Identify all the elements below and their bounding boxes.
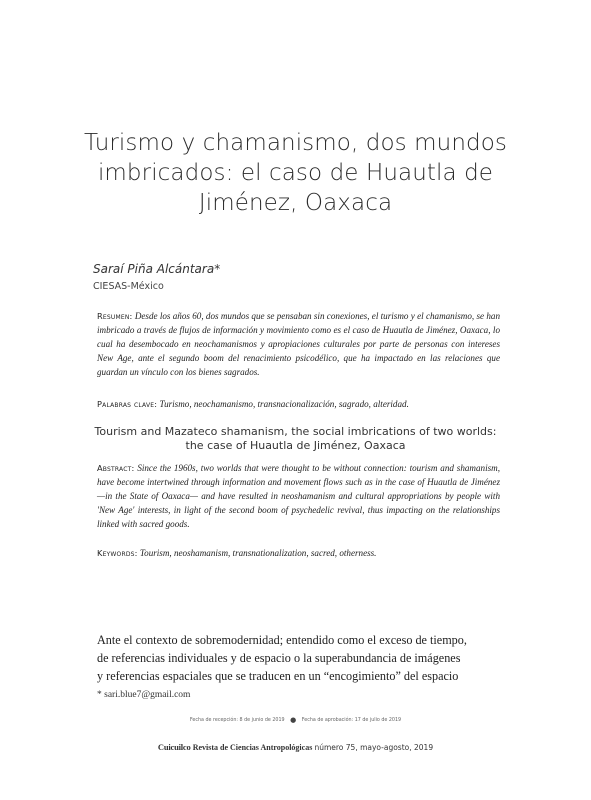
keywords-paragraph [97, 546, 500, 560]
abstract-paragraph [97, 461, 500, 531]
journal-name: Cuicuilco [157, 742, 191, 752]
abstract-label: Abstract: [97, 463, 135, 473]
publication-dates [0, 716, 591, 724]
title-line: Turismo y chamanismo, dos mundos [84, 130, 507, 156]
approved-date: Fecha de aprobación: 17 de julio de 2019 [301, 718, 402, 723]
author-email-footnote: * sari.blue7@gmail.com [97, 690, 191, 700]
resumen-text: Desde los años 60, dos mundos que se pensaban sin conexiones, el turismo y el chamanismo, se han imbricado a través de flujos de información y movimiento como es el caso de Huautla de Jiménez, Oaxaca, lo cual ha desembocado en neochamanismos y apropiaciones culturales por parte de personas con intereses New Age, ante el segundo boom del renacimiento psicodélico, que ha impactado en las relaciones que guardan un vínculo con los bienes sagrados. [97, 311, 501, 377]
title-line: Jiménez, Oaxaca [198, 190, 393, 216]
body-line: Ante el contexto de sobremodernidad; entendido como el exceso de tiempo, [97, 633, 467, 647]
english-title-line: the case of Huautla de Jiménez, Oaxaca [185, 439, 406, 452]
journal-subtitle: Revista de Ciencias Antropológicas [192, 743, 313, 752]
title-line: imbricados: el caso de Huautla de [97, 160, 494, 186]
resumen-paragraph [97, 309, 500, 379]
journal-issue: número 75, mayo-agosto, 2019 [314, 743, 434, 752]
palabras-clave-label: Palabras clave: [97, 399, 158, 409]
journal-footer [0, 742, 591, 752]
english-title-line: Tourism and Mazateco shamanism, the social imbrications of two worlds: [94, 425, 497, 438]
abstract-text: Since the 1960s, two worlds that were thought to be without connection: tourism and shamanism, have become intertwined through information and movement flows such as in the case of Huautla de Jiménez —in the State of Oaxaca— and have resulted in neoshamanism and cultural appropriations by people with 'New Age' interests, in light of the second boom of psychedelic revival, thus impacting on the relationships linked with sacred goods. [97, 463, 500, 529]
palabras-clave-paragraph [97, 397, 500, 411]
keywords-text: Tourism, neoshamanism, transnationalization, sacred, otherness. [139, 548, 377, 558]
bullet-separator: ● [290, 716, 297, 724]
english-title [70, 425, 521, 453]
palabras-clave-text: Turismo, neochamanismo, transnacionalización, sagrado, alteridad. [159, 399, 409, 409]
resumen-label: Resumen: [97, 311, 133, 321]
keywords-label: Keywords: [97, 548, 138, 558]
body-line: y referencias espaciales que se traducen en un “encogimiento” del espacio [97, 669, 459, 683]
received-date: Fecha de recepción: 8 de junio de 2019 [189, 718, 285, 723]
article-title [60, 128, 531, 218]
body-line: de referencias individuales y de espacio o la superabundancia de imágenes [97, 651, 461, 665]
author-affiliation: CIESAS-México [93, 281, 164, 292]
author-name: Saraí Piña Alcántara* [93, 262, 221, 276]
body-text [97, 631, 502, 685]
